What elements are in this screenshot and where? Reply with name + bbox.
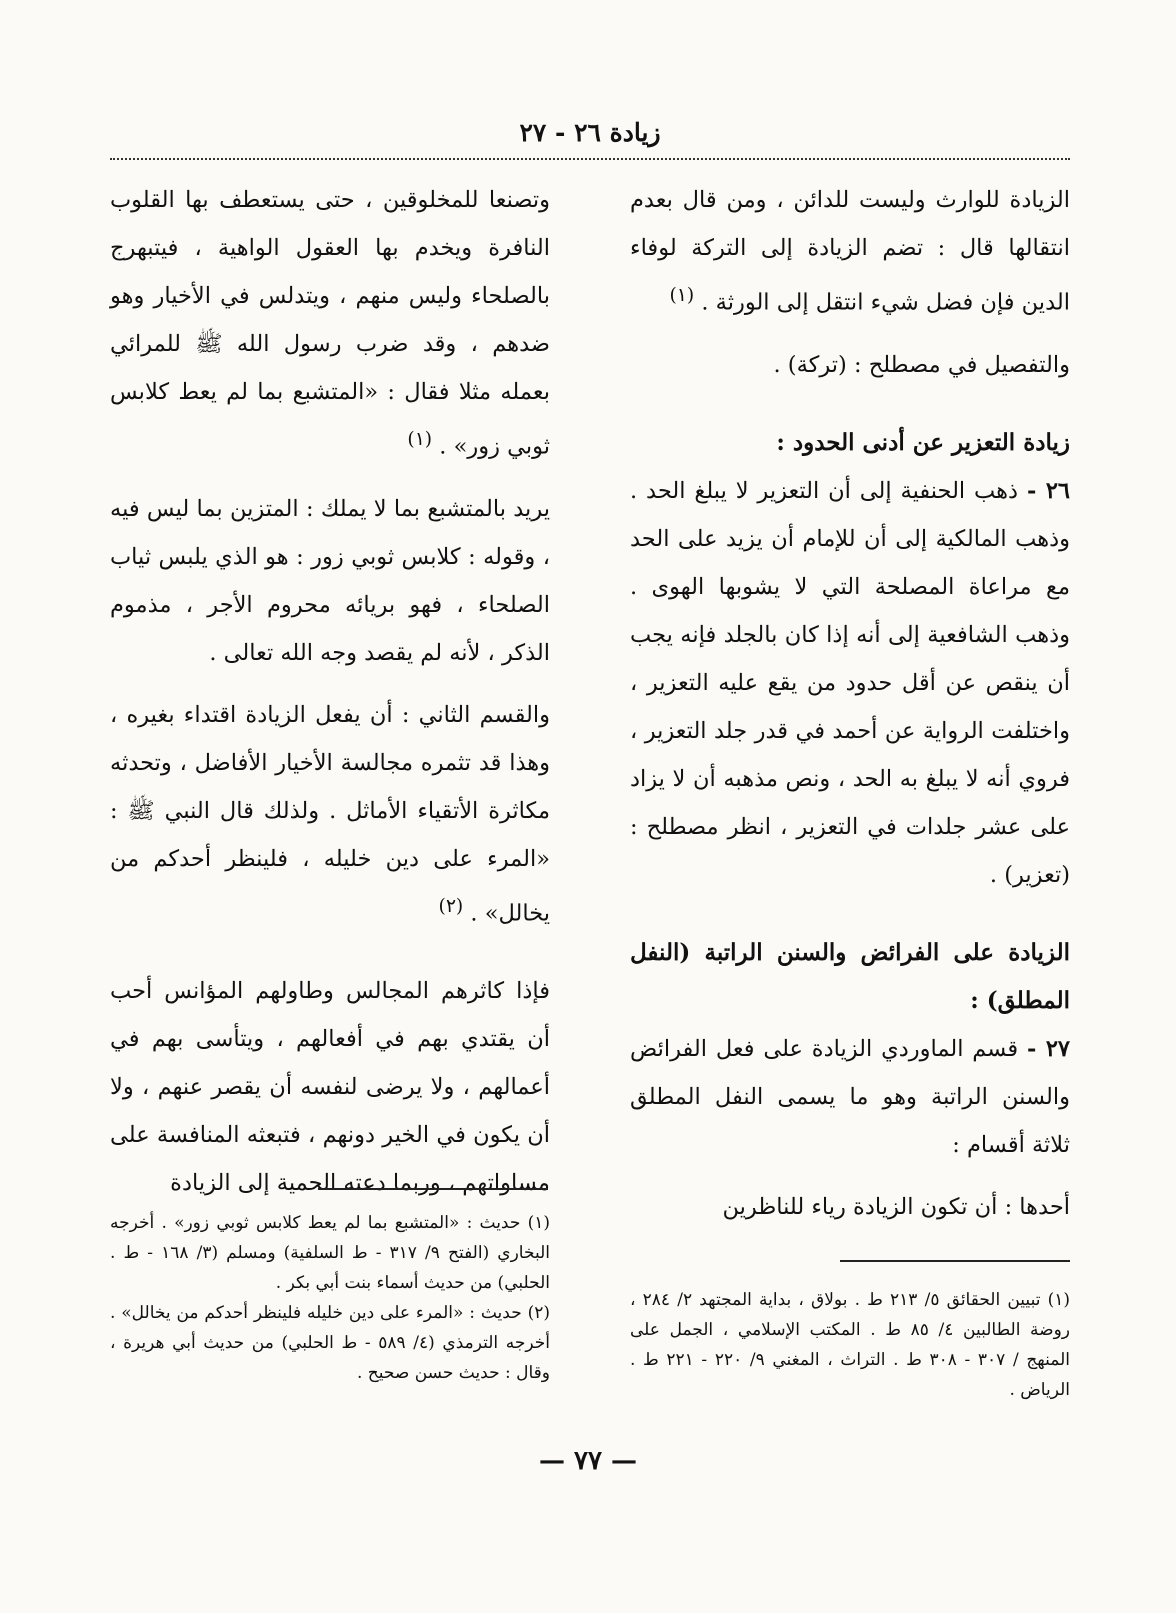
right-paragraph-2: والتفصيل في مصطلح : (تركة) . [773, 351, 1070, 378]
left-paragraph-1 [110, 176, 550, 471]
left-paragraph-4: فإذا كاثرهم المجالس وطاولهم المؤانس أحب أن يقتدي بهم في أفعالهم ، ويتأسى بهم في أعمالهم ، ولا يرضى لنفسه أن يقصر عنهم ، ولا أن يكون في الخير دونهم ، فتبعثه المنافسة على مساواتهم ، وربما دعته الحمية إلى الزيادة [110, 978, 550, 1196]
right-paragraph-26-text: ذهب الحنفية إلى أن التعزير لا يبلغ الحد . وذهب المالكية إلى أن للإمام أن يزيد على الحد مع مراعاة المصلحة التي لا يشوبها الهوى . وذهب الشافعية إلى أنه إذا كان بالجلد فإنه يجب أن ينقص عن أقل حدود من يقع عليه التعزير ، واختلفت الرواية عن أحمد في قدر جلد التعزير ، فروي أنه لا يبلغ به الحد ، ونص مذهبه أن لا يزاد على عشر جلدات في التعزير ، انظر مصطلح : (تعزير) . [630, 477, 1070, 888]
footnote-left-1: (١) حديث : «المتشبع بما لم يعط كلابس ثوبي زور» . أخرجه البخاري (الفتح ٩/ ٣١٧ - ط السلفية) ومسلم (٣/ ١٦٨ - ط . الحلبي) من حديث أسماء بنت أبي بكر . [110, 1213, 550, 1293]
footnotes-left [110, 1208, 550, 1388]
footnote-ref-1-left: (١) [407, 429, 433, 450]
right-paragraph-26 [630, 467, 1070, 899]
footnote-rule-left [318, 1188, 548, 1190]
right-column [630, 176, 1070, 1245]
section-heading-nafl: الزيادة على الفرائض والسنن الراتبة (النفل المطلق) : [630, 938, 1070, 1014]
page-number: — ٧٧ — [538, 1446, 638, 1476]
footnote-ref-1: (١) [669, 285, 695, 306]
section-heading-ta3zir: زيادة التعزير عن أدنى الحدود : [776, 428, 1070, 456]
left-paragraph-1-text: وتصنعا للمخلوقين ، حتى يستعطف بها القلوب النافرة ويخدم بها العقول الواهية ، فيتبهرج بالصلحاء وليس منهم ، ويتدلس في الأخيار وهو ضدهم ، وقد ضرب رسول الله ﷺ للمرائي بعمله مثلا فقال : «المتشبع بما لم يعط كلابس ثوبي زور» . [110, 187, 550, 460]
footnote-rule-right [840, 1260, 1070, 1262]
paragraph-number-27: ٢٧ - [1026, 1035, 1070, 1062]
paragraph-number-26: ٢٦ - [1026, 477, 1071, 504]
header-dotted-rule [110, 158, 1070, 160]
footnote-right-1: (١) تبيين الحقائق ٥/ ٢١٣ ط . بولاق ، بداية المجتهد ٢/ ٢٨٤ ، روضة الطالبين ٤/ ٨٥ ط . المكتب الإسلامي ، الجمل على المنهج / ٣٠٧ - ٣٠٨ ط . التراث ، المغني ٩/ ٢٢٠ - ٢٢١ ط . الرياض . [630, 1290, 1071, 1400]
footnotes-right [630, 1285, 1070, 1405]
footnote-ref-2-left: (٢) [438, 895, 464, 917]
right-paragraph-27 [630, 1025, 1070, 1169]
right-paragraph-27-text: قسم الماوردي الزيادة على فعل الفرائض والسنن الراتبة وهو ما يسمى النفل المطلق ثلاثة أقسام : [630, 1035, 1070, 1158]
left-paragraph-3 [110, 691, 550, 938]
footnote-left-2: (٢) حديث : «المرء على دين خليله فلينظر أحدكم من يخالل» . أخرجه الترمذي (٤/ ٥٨٩ - ط الحلبي) من حديث أبي هريرة ، وقال : حديث حسن صحيح . [110, 1303, 550, 1383]
left-paragraph-2: يريد بالمتشبع بما لا يملك : المتزين بما ليس فيه ، وقوله : كلابس ثوبي زور : هو الذي يلبس ثياب الصلحاء ، فهو بريائه محروم الأجر ، مذموم الذكر ، لأنه لم يقصد وجه الله تعالى . [110, 495, 550, 666]
right-paragraph-5: أحدها : أن تكون الزيادة رياء للناظرين [722, 1193, 1070, 1220]
right-paragraph-1-text: الزيادة للوارث وليست للدائن ، ومن قال بعدم انتقالها قال : تضم الزيادة إلى التركة لوفاء الدين فإن فضل شيء انتقل إلى الورثة . [630, 187, 1070, 316]
right-paragraph-1 [630, 176, 1070, 327]
left-paragraph-3-text: والقسم الثاني : أن يفعل الزيادة اقتداء بغيره ، وهذا قد تثمره مجالسة الأخيار الأفاضل ، وتحدثه مكاثرة الأتقياء الأماثل . ولذلك قال النبي ﷺ : «المرء على دين خليله ، فلينظر أحدكم من يخالل» . [110, 701, 550, 926]
page-header-title: زيادة ٢٦ - ٢٧ [519, 118, 661, 147]
left-column [110, 176, 550, 1221]
